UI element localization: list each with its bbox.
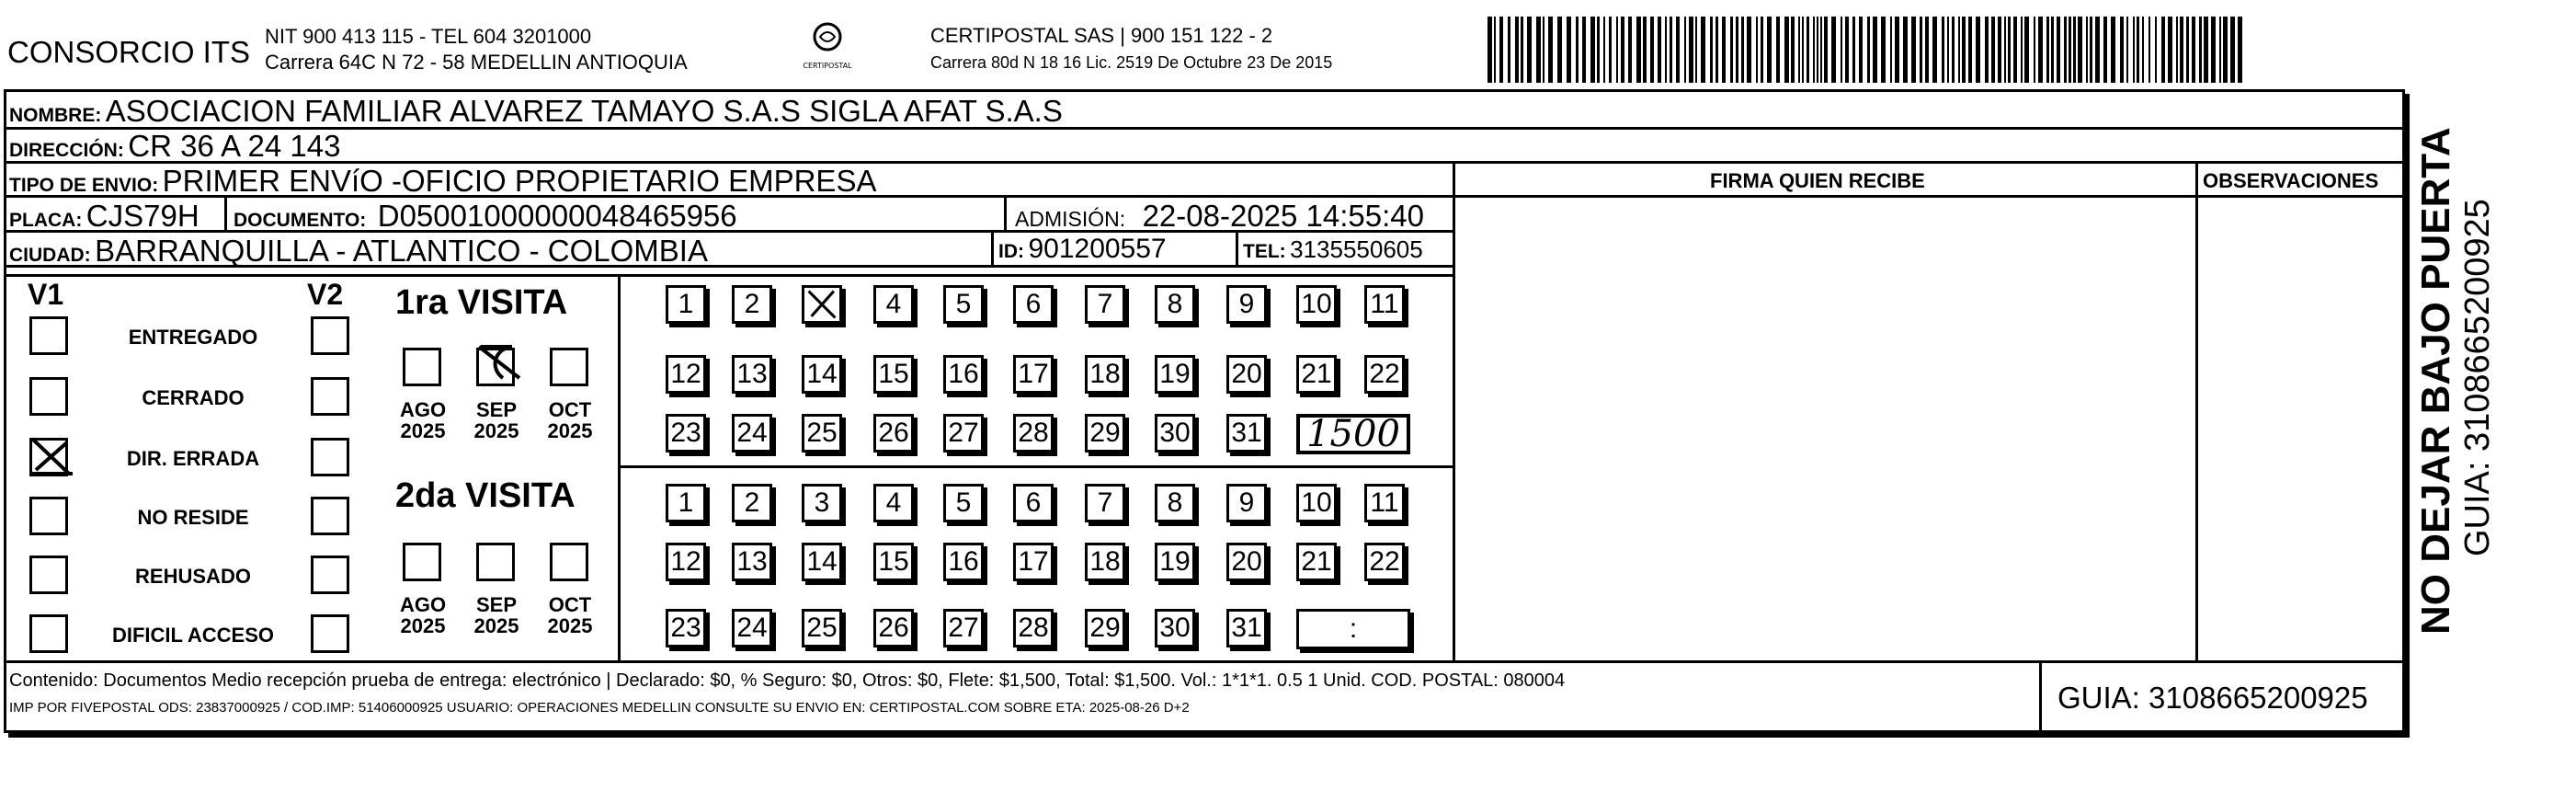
v2-checkbox[interactable] — [311, 438, 349, 476]
day-box[interactable]: 21 — [1296, 543, 1337, 581]
day-box[interactable]: 30 — [1155, 414, 1195, 453]
day-box[interactable]: 1 — [666, 285, 706, 324]
day-box[interactable]: 13 — [732, 355, 772, 394]
day-box[interactable]: 24 — [732, 414, 772, 453]
direccion-label: DIRECCIÓN: — [9, 140, 124, 161]
day-box[interactable]: 30 — [1155, 609, 1195, 647]
courier-name: CERTIPOSTAL SAS | 900 151 122 - 2 — [930, 24, 1273, 47]
day-box[interactable]: 14 — [802, 355, 842, 394]
day-box[interactable]: 21 — [1296, 355, 1337, 394]
documento-field — [234, 200, 737, 231]
day-box[interactable]: 10 — [1296, 484, 1337, 522]
id-value: 901200557 — [1028, 234, 1167, 264]
admision-value: 22-08-2025 14:55:40 — [1142, 199, 1425, 233]
day-box[interactable]: 4 — [873, 484, 914, 522]
time-box[interactable]: : — [1296, 609, 1410, 649]
day-box[interactable]: 15 — [873, 543, 914, 581]
day-box[interactable]: 8 — [1155, 285, 1195, 324]
day-box[interactable]: 24 — [732, 609, 772, 647]
v1-checkbox-checked[interactable] — [29, 438, 68, 476]
day-box[interactable]: 26 — [873, 609, 914, 647]
status-option-label: DIR. ERRADA — [126, 447, 260, 470]
day-box[interactable]: 6 — [1013, 285, 1054, 324]
day-box[interactable]: 22 — [1364, 355, 1405, 394]
v1-checkbox[interactable] — [29, 556, 68, 594]
day-box[interactable]: 11 — [1364, 285, 1405, 324]
day-box[interactable]: 20 — [1226, 543, 1267, 581]
day-box[interactable]: 12 — [666, 355, 706, 394]
day-box[interactable]: 18 — [1085, 355, 1125, 394]
svg-text:CERTIPOSTAL: CERTIPOSTAL — [803, 62, 852, 70]
day-box[interactable]: 17 — [1013, 543, 1054, 581]
month-label: AGO 2025 — [399, 398, 447, 443]
month-checkbox[interactable] — [550, 543, 588, 581]
company-nit: NIT 900 413 115 - TEL 604 3201000 — [265, 25, 592, 48]
tipo-row — [9, 166, 876, 196]
day-box[interactable]: 27 — [943, 414, 984, 453]
day-box[interactable]: 23 — [666, 609, 706, 647]
day-box[interactable] — [802, 285, 842, 324]
v2-label: V2 — [307, 278, 344, 311]
ciudad-value: BARRANQUILLA - ATLANTICO - COLOMBIA — [95, 234, 708, 268]
direccion-row — [9, 131, 340, 161]
certipostal-logo-icon — [802, 18, 853, 74]
v2-checkbox[interactable] — [311, 377, 349, 416]
day-box[interactable]: 28 — [1013, 414, 1054, 453]
day-box[interactable]: 29 — [1085, 609, 1125, 647]
day-box[interactable]: 16 — [943, 355, 984, 394]
month-label: SEP 2025 — [473, 398, 519, 443]
footer-line-2: IMP POR FIVEPOSTAL ODS: 23837000925 / COD.IMP: 51406000925 USUARIO: OPERACIONES MEDELLIN CONSULTE SU ENVIO EN: CERTIPOSTAL.COM SOBRE ETA: 2025-08-26 D+2 — [9, 700, 1190, 716]
day-box[interactable]: 5 — [943, 285, 984, 324]
side-guia: GUIA: 3108665200925 — [2458, 199, 2497, 556]
barcode — [1487, 17, 2245, 83]
day-box[interactable]: 5 — [943, 484, 984, 522]
day-box[interactable]: 13 — [732, 543, 772, 581]
day-box[interactable]: 14 — [802, 543, 842, 581]
time-box-handwritten[interactable]: 1500 — [1296, 414, 1410, 454]
status-option-label: CERRADO — [142, 386, 245, 409]
day-box[interactable]: 26 — [873, 414, 914, 453]
ciudad-label: CIUDAD: — [9, 245, 91, 266]
month-checkbox[interactable] — [403, 543, 441, 581]
month-checkbox[interactable] — [476, 543, 515, 581]
id-field — [998, 235, 1167, 263]
day-box[interactable]: 20 — [1226, 355, 1267, 394]
day-box[interactable]: 4 — [873, 285, 914, 324]
day-box[interactable]: 7 — [1085, 285, 1125, 324]
day-box[interactable]: 2 — [732, 484, 772, 522]
v1-checkbox[interactable] — [29, 497, 68, 535]
month-label: SEP 2025 — [473, 593, 519, 638]
tel-field — [1243, 237, 1423, 261]
day-box[interactable]: 9 — [1226, 484, 1267, 522]
status-option-label: REHUSADO — [135, 565, 251, 588]
documento-label: DOCUMENTO: — [234, 210, 367, 231]
month-label: AGO 2025 — [399, 593, 447, 638]
day-box[interactable]: 15 — [873, 355, 914, 394]
v1-checkbox[interactable] — [29, 316, 68, 355]
placa-field — [9, 200, 199, 231]
month-checkbox[interactable] — [550, 348, 588, 386]
v2-checkbox[interactable] — [311, 497, 349, 535]
admision-field — [1015, 200, 1424, 231]
day-box[interactable]: 2 — [732, 285, 772, 324]
ciudad-field — [9, 235, 708, 266]
day-box[interactable]: 7 — [1085, 484, 1125, 522]
tipo-label: TIPO DE ENVIO: — [9, 175, 159, 196]
day-box[interactable]: 17 — [1013, 355, 1054, 394]
placa-label: PLACA: — [9, 210, 83, 231]
day-box[interactable]: 19 — [1155, 355, 1195, 394]
placa-value: CJS79H — [85, 199, 199, 233]
footer-guia: GUIA: 3108665200925 — [2057, 681, 2368, 715]
day-box[interactable]: 25 — [802, 414, 842, 453]
nombre-value: ASOCIACION FAMILIAR ALVAREZ TAMAYO S.A.S SIGLA AFAT S.A.S — [105, 94, 1063, 128]
day-box[interactable]: 31 — [1226, 609, 1267, 647]
day-box[interactable]: 22 — [1364, 543, 1405, 581]
day-box[interactable]: 8 — [1155, 484, 1195, 522]
v1-checkbox[interactable] — [29, 614, 68, 653]
company-address: Carrera 64C N 72 - 58 MEDELLIN ANTIOQUIA — [265, 51, 688, 74]
day-box[interactable]: 19 — [1155, 543, 1195, 581]
day-box[interactable]: 9 — [1226, 285, 1267, 324]
v2-checkbox[interactable] — [311, 316, 349, 355]
status-option-label: DIFICIL ACCESO — [111, 624, 274, 647]
courier-address: Carrera 80d N 18 16 Lic. 2519 De Octubre 23 De 2015 — [930, 53, 1333, 72]
status-option-label: ENTREGADO — [128, 326, 258, 349]
documento-value: D05001000000048465956 — [377, 199, 737, 233]
visit-2-title: 2da VISITA — [395, 476, 576, 515]
tel-label: TEL: — [1243, 241, 1286, 262]
company-name: CONSORCIO ITS — [7, 35, 251, 69]
month-checkbox[interactable] — [403, 348, 441, 386]
direccion-value: CR 36 A 24 143 — [128, 129, 341, 163]
day-box[interactable]: 31 — [1226, 414, 1267, 453]
status-option-label: NO RESIDE — [137, 506, 249, 529]
day-box[interactable]: 12 — [666, 543, 706, 581]
day-box[interactable]: 28 — [1013, 609, 1054, 647]
day-box[interactable]: 29 — [1085, 414, 1125, 453]
day-box[interactable]: 11 — [1364, 484, 1405, 522]
day-box[interactable]: 18 — [1085, 543, 1125, 581]
visit-1-title: 1ra VISITA — [395, 283, 568, 322]
id-label: ID: — [998, 241, 1024, 262]
day-box[interactable]: 6 — [1013, 484, 1054, 522]
nombre-label: NOMBRE: — [9, 105, 102, 126]
v2-checkbox[interactable] — [311, 556, 349, 594]
v1-label: V1 — [28, 278, 64, 311]
day-box[interactable]: 1 — [666, 484, 706, 522]
day-box[interactable]: 16 — [943, 543, 984, 581]
tipo-value: PRIMER ENVíO -OFICIO PROPIETARIO EMPRESA — [162, 164, 877, 198]
admision-label: ADMISIÓN: — [1015, 207, 1126, 231]
nombre-row — [9, 96, 1063, 126]
month-checkbox-checked[interactable] — [476, 348, 515, 386]
month-label: OCT 2025 — [547, 398, 593, 443]
tel-value: 3135550605 — [1290, 235, 1423, 263]
footer-line-1: Contenido: Documentos Medio recepción prueba de entrega: electrónico | Declarado: $0, % Seguro: $0, Otros: $0, Flete: $1,500, Total: $1,500. Vol.: 1*1*1. 0.5 1 Unid. COD. POSTAL: 080004 — [9, 670, 1566, 691]
day-box[interactable]: 27 — [943, 609, 984, 647]
day-box[interactable]: 3 — [802, 484, 842, 522]
observaciones-header: OBSERVACIONES — [2203, 169, 2379, 192]
month-label: OCT 2025 — [547, 593, 593, 638]
side-warning: NO DEJAR BAJO PUERTA — [2413, 127, 2458, 635]
day-box[interactable]: 23 — [666, 414, 706, 453]
day-box[interactable]: 25 — [802, 609, 842, 647]
firma-header: FIRMA QUIEN RECIBE — [1710, 169, 1925, 192]
v2-checkbox[interactable] — [311, 614, 349, 653]
v1-checkbox[interactable] — [29, 377, 68, 416]
day-box[interactable]: 10 — [1296, 285, 1337, 324]
